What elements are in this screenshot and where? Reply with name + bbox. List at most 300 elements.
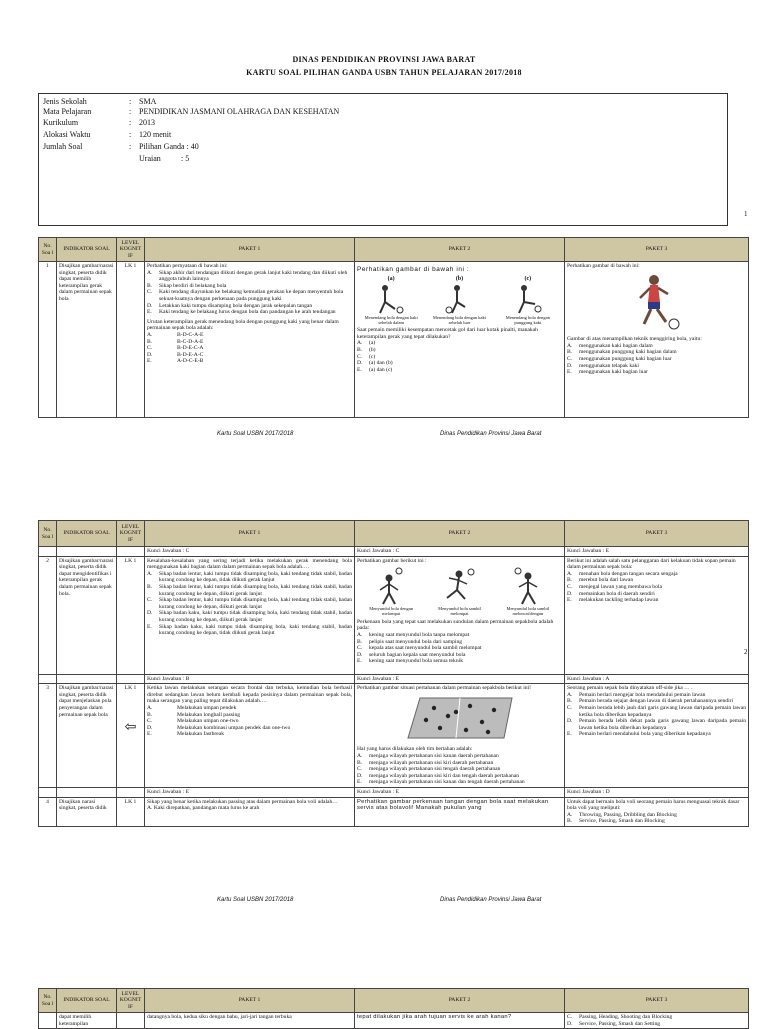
opt-text: (c) <box>369 353 376 360</box>
option <box>567 818 746 825</box>
figure-header-c <box>500 566 556 617</box>
option <box>567 731 746 738</box>
colon: : <box>129 97 132 106</box>
opt-key: C. <box>147 718 153 725</box>
opt-key: D. <box>147 351 153 358</box>
q2-paket1 <box>145 556 355 674</box>
opt-text: Melakukan longball passing <box>177 711 241 718</box>
opt-text: B-D-E-A-C <box>177 351 204 358</box>
q4-p1-a: A. Kaki direpatkan, pandangan mata lurus ke arah <box>147 805 260 812</box>
option <box>567 369 746 376</box>
table-row-kunci-2 <box>39 674 749 684</box>
opt-text: Sikap badan kaku, kaki tumpu tidak disamping bola, kaki tendang tidak stabil, badan kurang condong ke depan, diikuti gerak lanjut <box>159 610 352 623</box>
q1-level: LK 1 <box>117 262 145 418</box>
option <box>147 332 352 339</box>
opt-key: B. <box>567 818 573 825</box>
q4-p2-intro: Perhatikan gambar perkenaan tangan dengan bola saat melakukan servis atas bolavoli! Manakah pukulan yang <box>357 798 549 812</box>
q1-p2-intro: Perhatikan gambar di bawah ini : <box>357 266 470 273</box>
opt-key: C. <box>147 289 153 296</box>
q4-paket1 <box>145 797 355 826</box>
fig-caption: Menyundul bola sambil meloncat/dengan <box>506 606 550 617</box>
q4-paket3 <box>565 797 749 826</box>
list-item <box>147 289 352 302</box>
fig-caption: Menendang bola dengan kaki sebelah dalam <box>364 314 418 325</box>
table-row-q4-cont <box>39 1013 749 1029</box>
option <box>567 363 746 370</box>
meta-uraian-value: : 5 <box>181 154 190 163</box>
option <box>567 705 746 718</box>
option <box>567 597 746 604</box>
opt-key: D. <box>357 651 363 658</box>
opt-key: A. <box>567 342 573 349</box>
q1-p3-intro: Perhatikan gambar di bawah ini: <box>567 263 640 269</box>
option <box>147 731 352 738</box>
heading-figure-icon <box>506 566 550 606</box>
option <box>357 632 562 639</box>
option <box>357 360 562 367</box>
opt-key: E. <box>567 731 572 738</box>
q4b-p2: tepat dilakukan jika arah tujuan servis ke arah kanan? <box>355 1013 565 1029</box>
fig-caption: Menyundul bola sambil melompat <box>438 606 481 617</box>
figure-kick-a <box>363 276 419 326</box>
option <box>357 367 562 374</box>
q4-p3-intro: Untuk dapat bermain bola voli seorang pemain harus menguasai teknik dasar bola voli yang meliputi: <box>567 798 740 812</box>
opt-text: Melakukan umpan one-two <box>177 718 239 725</box>
opt-text: menggunakan kaki bagian dalam <box>579 342 653 349</box>
question-table-1 <box>38 237 749 418</box>
q4-p1-intro: Sikap yang benar ketika melakukan passing atas dalam permainan bola voli adalah… <box>147 798 338 805</box>
list-item <box>147 270 352 283</box>
q3-p1-intro: Ketika lawan melakukan serangan secara frontal dan terbuka, kemudian bola berhasil direbut sedangkan lawan belum kembali kepada posisinya dalam permainan sepak bola, maka serangan yang paling tepat dilakukan adalah…. <box>147 685 352 705</box>
heading-figure-icon <box>437 566 481 606</box>
option <box>147 339 352 346</box>
dribbling-player-icon <box>622 272 692 332</box>
q1-paket1 <box>145 262 355 418</box>
q4b-p3 <box>565 1013 749 1029</box>
opt-text: kepala atas saat menyundul bola sambil melompat <box>369 645 482 652</box>
opt-text: Kaki tendang ke belakang lurus dengan bola dan pandangan ke arah tendangan <box>159 309 336 316</box>
opt-text: B-D-C-A-E <box>177 331 204 338</box>
opt-text: merebut bola dari lawan <box>579 577 634 584</box>
meta-alokasi <box>43 130 171 139</box>
opt-text: Sikap berdiri di belakang bola <box>159 282 227 289</box>
q3-level-cell <box>117 684 145 788</box>
q4-no: 4 <box>39 797 57 826</box>
opt-key: B. <box>147 282 153 289</box>
q4b-p1: datangnya bola, kedua siku dengan bahu, jari-jari tangan terbuka <box>145 1013 355 1029</box>
option <box>147 358 352 365</box>
table-row-q3 <box>39 684 749 788</box>
list-item <box>147 309 352 316</box>
opt-text: pelipis saat menyundul bola dari samping <box>369 638 463 645</box>
option <box>147 712 352 719</box>
th-indikator: INDIKATOR SOAL <box>57 238 117 262</box>
opt-key: B. <box>357 347 363 353</box>
opt-key: C. <box>357 645 363 652</box>
opt-text: Sikap badan lentur, kaki tumpu tidak disamping bola, kaki tendang tidak stabil, badan kurang condong ke depan, diikuti gerak lanjut <box>159 583 352 597</box>
opt-key: B. <box>357 759 363 766</box>
meta-mapel-label: Mata Pelajaran <box>43 107 92 116</box>
q3-paket2 <box>355 684 565 788</box>
list-item <box>147 303 352 310</box>
opt-text: menggunakan punggung kaki bagian dalam <box>579 349 677 356</box>
opt-text: menjaga wilayah pertahanan sisi kanan dan tengah daerah pertahanan <box>369 779 525 786</box>
q1-paket3 <box>565 262 749 418</box>
footer-left-2: Kartu Soal USBN 2017/2018 <box>217 897 294 903</box>
option <box>567 584 746 591</box>
opt-key: E. <box>147 731 152 738</box>
q1-p2-question: Saat pemain memiliki kesempatan mencetak gol dari luar kotak pinalti, manakah keterampilan gerak yang tepat dilakukan? <box>357 327 538 340</box>
q1-no: 1 <box>39 262 57 418</box>
table-row-q4 <box>39 797 749 826</box>
th-level: LEVEL KOGNIT IF <box>117 521 145 547</box>
th-no: No. Soa l <box>39 521 57 547</box>
option <box>567 343 746 350</box>
option <box>357 779 562 786</box>
option <box>567 349 746 356</box>
opt-key: D. <box>357 772 363 779</box>
meta-jenis-label: Jenis Sekolah <box>43 97 87 106</box>
opt-text: menggunakan punggung kaki bagian luar <box>579 355 672 362</box>
table-row-q2 <box>39 556 749 674</box>
footer-right-2: Dinas Pendidikan Provinsi Jawa Barat <box>440 897 542 903</box>
fig-label: (a) <box>387 275 395 282</box>
opt-key: A. <box>567 811 573 818</box>
opt-key: E. <box>357 779 362 786</box>
meta-jenis-value: SMA <box>139 97 157 106</box>
kunci3-p3: Kunci Jawaban : D <box>565 787 749 797</box>
opt-text: menahan bola dengan tangan secara sengaja <box>579 570 678 577</box>
option <box>357 340 562 347</box>
opt-key: B. <box>567 698 573 705</box>
page-number-1: 1 <box>744 210 748 218</box>
q3-p2-intro: Perhatikan gambar situasi pertahanan dalam permainan sepakbola berikut ini! <box>357 685 531 692</box>
opt-key: D. <box>147 302 153 309</box>
opt-key: E. <box>357 658 362 665</box>
q3-paket1 <box>145 684 355 788</box>
q3-p2-figure <box>357 694 562 745</box>
opt-key: E. <box>147 623 152 630</box>
option <box>147 345 352 352</box>
fig-label: (c) <box>524 275 532 282</box>
table-header-row <box>39 989 749 1013</box>
option <box>357 347 562 354</box>
opt-key: A. <box>357 631 363 638</box>
opt-text: menjaga wilayah pertahanan sisi kiri dan tengah daerah pertahanan <box>369 772 520 779</box>
footer-left-1: Kartu Soal USBN 2017/2018 <box>217 431 294 437</box>
option <box>567 812 746 819</box>
q3-paket3 <box>565 684 749 788</box>
meta-pg-value: : 40 <box>186 142 199 151</box>
kunci3-p2: Kunci Jawaban : E <box>355 787 565 797</box>
opt-text: Pemain berlari mendahului bola yang diberikan kepadanya <box>579 731 711 738</box>
meta-mapel <box>43 107 339 116</box>
opt-text: menjaga wilayah pertahanan sisi kiri daerah pertahanan <box>369 759 494 766</box>
opt-key: B. <box>567 577 573 584</box>
option <box>147 571 352 584</box>
opt-text: Pemain berada lebih jauh dari garis gawang lawan daripada pemain lawan ketika bola diberikan kepadanya <box>579 704 746 718</box>
option <box>567 571 746 578</box>
meta-pg-label: Pilihan Ganda <box>139 142 185 151</box>
opt-key: C. <box>567 583 573 590</box>
opt-text: kening saat menyundul bola tanpa melompat <box>369 631 470 638</box>
figure-header-b <box>431 566 487 617</box>
opt-key: C. <box>567 355 573 362</box>
opt-key: B. <box>567 349 573 356</box>
th-indikator: INDIKATOR SOAL <box>57 989 117 1013</box>
opt-text: Pemain berada lebih dekat pada garis gawang lawan daripada pemain lawan ketika bola diberikan kepadanya <box>579 718 746 731</box>
q3-p3-intro: Seorang pemain sepak bola dinyatakan off-side jika … . <box>567 685 693 692</box>
th-paket2: PAKET 2 <box>355 989 565 1013</box>
page-number-2: 2 <box>744 648 748 656</box>
opt-key: A. <box>567 691 573 698</box>
opt-text: (b) <box>369 347 376 353</box>
doc-title-line1: DINAS PENDIDIKAN PROVINSI JAWA BARAT <box>292 55 476 64</box>
opt-text: Pemain berlari mengejar bola mendahului pemain lawan <box>579 691 706 698</box>
fig-caption: Menendang bola dengan punggung kaki <box>505 314 550 325</box>
meta-uraian <box>139 154 189 163</box>
option <box>357 639 562 646</box>
defense-formation-icon <box>400 694 520 742</box>
opt-text: Melakukan kombinasi umpan pendek dan one-two <box>177 724 291 731</box>
opt-key: D. <box>147 724 153 731</box>
meta-uraian-label: Uraian <box>139 154 161 163</box>
colon: : <box>129 142 132 151</box>
colon: : <box>129 107 132 116</box>
opt-key: A. <box>357 340 363 347</box>
opt-key: E. <box>147 358 152 365</box>
opt-text: B-D-E-C-A <box>177 345 204 352</box>
fig-label: (b) <box>455 275 464 282</box>
th-indikator: INDIKATOR SOAL <box>57 521 117 547</box>
meta-kurikulum-label: Kurikulum <box>43 118 79 127</box>
kunci2-p1: Kunci Jawaban : B <box>145 674 355 684</box>
option <box>567 692 746 699</box>
opt-key: E. <box>567 369 572 376</box>
opt-key: C. <box>147 345 153 352</box>
kunci1-p2: Kunci Jawaban : C <box>355 547 565 557</box>
q4-indikator: Disajikan narasi singkat, peserta didik <box>57 797 117 826</box>
meta-kurikulum <box>43 118 155 127</box>
opt-text: Service, Passing, Smash dan Blocking <box>579 818 665 825</box>
table-row-kunci-1 <box>39 547 749 557</box>
q4b-indikator: dapat memilih keterampilan <box>57 1013 117 1029</box>
opt-key: B. <box>357 638 363 645</box>
meta-mapel-value: PENDIDIKAN JASMANI OLAHRAGA DAN KESEHATAN <box>139 107 340 116</box>
q3-p2-question: Hal yang harus dilakukan oleh tim bertahan adalah: <box>357 746 473 753</box>
option <box>147 584 352 597</box>
q1-p3-figure <box>567 272 746 335</box>
table-header-row <box>39 521 749 547</box>
opt-text: seluruh bagian kepala saat menyundul bola <box>369 651 466 658</box>
option <box>567 698 746 705</box>
opt-key: B. <box>147 583 153 590</box>
opt-key: D. <box>147 610 153 617</box>
th-paket1: PAKET 1 <box>145 521 355 547</box>
meta-alokasi-label: Alokasi Waktu <box>43 130 91 139</box>
opt-text: Sikap badan kaku, kaki tumpu tidak disamping bola, kaki tendang stabil, badan kurang condong ke depan, tidak diikuti gerak lanjut <box>159 623 352 637</box>
th-level: LEVEL KOGNIT IF <box>117 238 145 262</box>
opt-text: Letakkan kaki tumpu disamping bola dengan jarak sekepalan tangan <box>159 302 313 309</box>
opt-key: D. <box>357 360 363 367</box>
opt-key: B. <box>147 338 153 345</box>
kunci1-p1: Kunci Jawaban : C <box>145 547 355 557</box>
opt-text: Sikap akhir dari tendangan diikuti dengan gerak lanjut kaki tendang dan diikuti oleh anggota tubuh lainnya <box>159 269 348 283</box>
option <box>357 753 562 760</box>
option <box>147 705 352 712</box>
opt-key: E. <box>567 597 572 604</box>
opt-text: melakukan tackling terhadap lawan <box>579 597 659 604</box>
q2-level: LK 1 <box>117 556 145 674</box>
option <box>567 591 746 598</box>
kunci3-p1: Kunci Jawaban : E <box>145 787 355 797</box>
figure-header-a <box>363 566 419 617</box>
question-table-3 <box>38 988 749 1029</box>
opt-text: Throwing, Passing, Dribbling dan Blocking <box>579 811 677 818</box>
th-no: No. Soa l <box>39 989 57 1013</box>
opt-key: C. <box>567 1014 573 1020</box>
list-item <box>147 283 352 290</box>
opt-key: A. <box>567 570 573 577</box>
option <box>147 718 352 725</box>
kick-figure-icon <box>508 283 548 315</box>
th-level: LEVEL KOGNIT IF <box>117 989 145 1013</box>
opt-key: A. <box>147 570 153 577</box>
option <box>147 610 352 623</box>
opt-text: Melakukan umpan pendek <box>177 704 237 711</box>
th-paket3: PAKET 3 <box>565 521 749 547</box>
option <box>147 597 352 610</box>
kunci2-p3: Kunci Jawaban : A <box>565 674 749 684</box>
q4-paket2 <box>355 797 565 826</box>
q1-p3-question: Gambar di atas menampilkan teknik menggiring bola, yaitu: <box>567 336 702 343</box>
th-paket2: PAKET 2 <box>355 238 565 262</box>
figure-kick-c <box>500 276 556 326</box>
footer-right-1: Dinas Pendidikan Provinsi Jawa Barat <box>440 431 542 437</box>
opt-key: A. <box>357 752 363 759</box>
option <box>567 1014 746 1021</box>
opt-key: C. <box>147 597 153 604</box>
opt-key: D. <box>567 362 573 369</box>
meta-box <box>38 93 728 226</box>
doc-title-line2: KARTU SOAL PILIHAN GANDA USBN TAHUN PELAJARAN 2017/2018 <box>246 68 522 77</box>
th-paket3: PAKET 3 <box>565 989 749 1013</box>
kick-figure-icon <box>439 283 479 315</box>
opt-text: menjaga wilayah pertahanan sisi kanan daerah pertahanan <box>369 752 499 759</box>
fig-caption: Menendang bola dengan kaki sebelah luar <box>432 314 487 325</box>
q1-indikator: Disajikan gambar/narasi singkat, peserta didik dapat memilih keterampilan gerak dalam permainan sepak bola <box>57 262 117 418</box>
q1-p1-question: Urutan keterampilan gerak menendang bola dengan punggung kaki yang benar dalam permainan sepak bola adalah: <box>147 318 339 332</box>
th-paket3: PAKET 3 <box>565 238 749 262</box>
option <box>357 760 562 767</box>
colon: : <box>129 130 132 139</box>
figure-kick-b <box>431 276 487 326</box>
colon: : <box>129 118 132 127</box>
option <box>147 352 352 359</box>
table-row-kunci-3 <box>39 787 749 797</box>
kick-figure-icon <box>371 283 411 315</box>
q2-indikator: Disajikan gambar/narasi singkat, peserta didik dapat mengidentifikas i keterampilan gerak dalam permainan sepak bola. <box>57 556 117 674</box>
q3-level: LK 1 <box>124 685 137 692</box>
option <box>357 766 562 773</box>
option <box>357 773 562 780</box>
opt-key: A. <box>147 704 153 711</box>
q2-paket3 <box>565 556 749 674</box>
left-arrow-icon: ⇦ <box>124 719 137 735</box>
opt-key: E. <box>357 366 362 373</box>
opt-text: Service, Passing, Smash dan Setting <box>579 1020 661 1027</box>
q3-indikator: Disajikan gambar/narasi singkat, peserta didik dapat menjelaskan pola penyerangan dalam permainan sepak bola <box>57 684 117 788</box>
opt-text: memainkan bola di daerah sendiri <box>579 590 655 597</box>
meta-alokasi-value: 120 menit <box>139 130 172 139</box>
fig-caption: Menyundul bola dengan melompat <box>369 606 414 617</box>
opt-text: menjegal lawan yang membawa bola <box>579 583 662 590</box>
opt-text: (a) <box>369 340 376 347</box>
opt-text: Kaki tendang diayunkan ke belakang kemudian gerakan ke depan menyentuh bola sekuat-kuatnya dengan perkenaan pada punggung kaki <box>159 289 344 302</box>
th-paket1: PAKET 1 <box>145 989 355 1013</box>
opt-text: (a) dan (c) <box>369 366 393 373</box>
q3-no: 3 <box>39 684 57 788</box>
question-table-2 <box>38 520 749 827</box>
meta-jumlah <box>43 142 199 151</box>
opt-key: D. <box>567 590 573 597</box>
q2-p1-intro: Kesalahan-kesalahan yang sering terjadi ketika melakukan gerak menendang bola menggunakan kaki bagian dalam dalam permainan sepak bola adalah…. <box>147 557 352 571</box>
opt-text: (a) dan (b) <box>369 360 393 367</box>
opt-text: menggunakan telapak kaki <box>579 362 639 369</box>
opt-text: Pemain berada sejajar dengan lawan di daerah pertahanannya sendiri <box>579 698 734 705</box>
opt-text: menjaga wilayah pertahanan sisi tengah daerah pertahanan <box>369 766 501 773</box>
opt-key: C. <box>567 704 573 711</box>
opt-text: kening saat menyundul bola semua teknik <box>369 658 463 665</box>
option <box>357 652 562 659</box>
th-paket2: PAKET 2 <box>355 521 565 547</box>
opt-key: C. <box>357 353 363 360</box>
opt-text: Sikap badan lentur, kaki tumpu tidak disamping bola, kaki tendang tidak stabil, badan kurang condong ke depan, tidak diikuti gerak lanjut <box>159 570 352 584</box>
heading-figure-icon <box>369 566 413 606</box>
option <box>357 645 562 652</box>
table-row-q1 <box>39 262 749 418</box>
q2-p2-figures <box>357 566 562 617</box>
q1-p1-intro: Perhatikan pernyataan di bawah ini: <box>147 263 228 269</box>
q2-p3-intro: Berikut ini adalah salah satu pelanggaran dari kelakuan tidak sopan pemain dalam permainan sepak bola: <box>567 557 736 571</box>
option <box>147 624 352 637</box>
q2-paket2 <box>355 556 565 674</box>
option <box>567 718 746 731</box>
q1-p2-figures <box>357 276 562 326</box>
q4-level: LK 1 <box>117 797 145 826</box>
option <box>357 658 562 665</box>
kunci2-p2: Kunci Jawaban : E <box>355 674 565 684</box>
meta-jumlah-label: Jumlah Soal <box>43 142 83 151</box>
th-paket1: PAKET 1 <box>145 238 355 262</box>
opt-key: A. <box>147 331 153 338</box>
opt-text: Melakukan fastbreak <box>177 731 225 738</box>
opt-key: E. <box>147 309 152 316</box>
th-no: No. Soa l <box>39 238 57 262</box>
meta-kurikulum-value: 2013 <box>139 118 155 127</box>
opt-text: A-D-C-E-B <box>177 358 204 365</box>
option <box>567 577 746 584</box>
opt-key: C. <box>357 766 363 773</box>
table-header-row <box>39 238 749 262</box>
opt-key: D. <box>567 718 573 725</box>
q2-p2-intro: Perhatikan gambar berikut ini : <box>357 557 427 564</box>
meta-jenis <box>43 97 156 106</box>
opt-key: A. <box>147 269 153 276</box>
q2-p2-question: Perkenaan bola yang tepat saat melakukan sundulan dalam permainan sepakbola adalah pada: <box>357 618 554 632</box>
kunci1-p3: Kunci Jawaban : E <box>565 547 749 557</box>
q1-paket2 <box>355 262 565 418</box>
